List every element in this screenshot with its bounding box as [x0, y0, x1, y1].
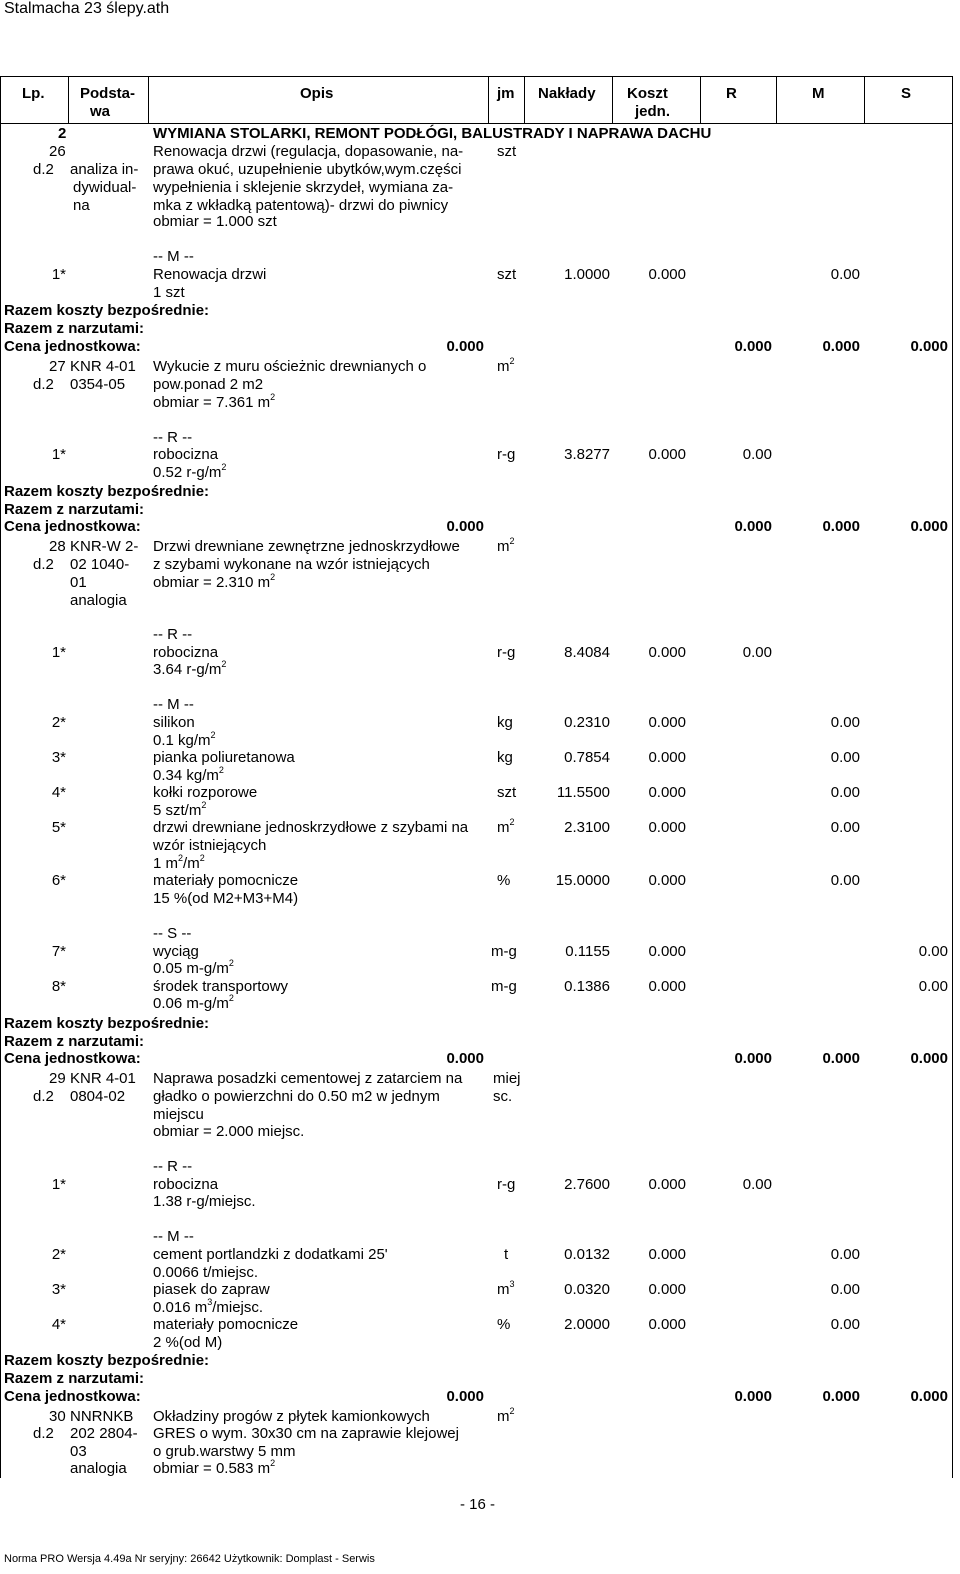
- item-28-r4-no: 4*: [51, 784, 66, 801]
- item-27-razem-narz: Razem z narzutami:: [4, 501, 145, 518]
- item-28-r2-norm: 0.1 $kg/m^2$: [153, 730, 216, 749]
- item-28-r6-m: 0.00: [830, 872, 860, 889]
- item-29-cena-3: 0.000: [822, 1388, 860, 1405]
- item-26-desc-2: prawa okuć, uzupełnienie ubytków,wym.części: [153, 161, 462, 178]
- item-29-r2-name: cement portlandzki z dodatkami 25': [153, 1246, 388, 1263]
- item-28-r2-no: 2*: [51, 714, 66, 731]
- item-29-r3-m: 0.00: [830, 1281, 860, 1298]
- item-29-r2-naklady: 0.0132: [564, 1246, 610, 1263]
- item-30-lp: 30: [49, 1408, 66, 1425]
- item-30-desc-2: GRES o wym. 30x30 cm na zaprawie klejowej: [153, 1425, 459, 1442]
- item-28-r4-koszt: 0.000: [648, 784, 686, 801]
- item-28-r5-jm: $m^2$: [497, 817, 515, 836]
- item-27-lp: 27: [49, 358, 66, 375]
- item-29-r1-name: robocizna: [153, 1176, 219, 1193]
- item-28-r6-jm: %: [497, 872, 511, 889]
- item-29-cena-1: 0.000: [446, 1388, 484, 1405]
- item-28-cena-4: 0.000: [910, 1050, 948, 1067]
- header-s: S: [901, 85, 912, 102]
- header-opis: Opis: [300, 85, 334, 102]
- item-28-r8-name: środek transportowy: [153, 978, 289, 995]
- header-koszt-2: jedn.: [635, 103, 671, 120]
- section-title: WYMIANA STOLARKI, REMONT PODŁÓGI, BALUSTRADY I NAPRAWA DACHU: [153, 125, 712, 142]
- item-28-r7-name: wyciąg: [153, 943, 199, 960]
- item-28-r5-name: drzwi drewniane jednoskrzydłowe z szybami na: [153, 819, 469, 836]
- item-28-r5-norm: 1 $m^2/m^2$: [153, 853, 205, 872]
- item-29-r1-no: 1*: [51, 1176, 66, 1193]
- item-28-desc-2: z szybami wykonane na wzór istniejących: [153, 556, 430, 573]
- item-26-base-2: dywidual-: [73, 179, 137, 196]
- item-28-r2-m: 0.00: [830, 714, 860, 731]
- item-28-r6-norm: 15 %(od M2+M3+M4): [153, 890, 299, 907]
- item-29-r3-koszt: 0.000: [648, 1281, 686, 1298]
- item-26-r1-norm: 1 szt: [153, 284, 185, 301]
- item-30-base-2: 202 2804-: [70, 1425, 138, 1442]
- item-26-lp: 26: [49, 143, 66, 160]
- item-28-r6-koszt: 0.000: [648, 872, 686, 889]
- item-28-r3-m: 0.00: [830, 749, 860, 766]
- page-number: - 16 -: [460, 1496, 496, 1513]
- item-26-desc-1: Renowacja drzwi (regulacja, dopasowanie, na-: [153, 143, 464, 160]
- item-28-cena-2: 0.000: [734, 1050, 772, 1067]
- item-28-r3-no: 3*: [51, 749, 66, 766]
- item-28-unit: $m^2$: [497, 536, 515, 555]
- header-naklady: Nakłady: [538, 85, 596, 102]
- item-26-r1-no: 1*: [51, 266, 66, 283]
- header-m: M: [812, 85, 825, 102]
- item-29-base-1: KNR 4-01: [70, 1070, 136, 1087]
- item-28-r2-name: silikon: [153, 714, 195, 731]
- item-30-base-3: 03: [70, 1443, 87, 1460]
- header-jm: jm: [497, 85, 515, 102]
- item-29-r4-norm: 2 %(od M): [153, 1334, 223, 1351]
- item-28-r3-name: pianka poliuretanowa: [153, 749, 295, 766]
- item-28-r5-name-2: wzór istniejących: [153, 837, 267, 854]
- item-26-group-m: -- M --: [153, 248, 194, 265]
- item-28-r1-koszt: 0.000: [648, 644, 686, 661]
- item-27-r1-r: 0.00: [742, 446, 772, 463]
- item-29-r4-koszt: 0.000: [648, 1316, 686, 1333]
- item-28-r5-no: 5*: [51, 819, 66, 836]
- item-29-lp: 29: [49, 1070, 66, 1087]
- item-30-base-4: analogia: [70, 1460, 127, 1477]
- item-28-desc-3: obmiar = 2.310 $m^2$: [153, 572, 276, 591]
- item-28-lp-sub: d.2: [33, 556, 54, 573]
- item-29-desc-3: miejscu: [153, 1106, 204, 1123]
- item-28-r7-norm: 0.05 $m-g/m^2$: [153, 958, 234, 977]
- item-28-r8-norm: 0.06 $m-g/m^2$: [153, 993, 234, 1012]
- col-sep-opis: [488, 76, 489, 123]
- item-28-r2-jm: kg: [497, 714, 513, 731]
- item-28-r1-jm: r-g: [497, 644, 516, 661]
- item-29-r1-norm: 1.38 r-g/miejsc.: [153, 1193, 256, 1210]
- item-26-desc-4: mka z wkładką patentową)- drzwi do piwnicy: [153, 197, 449, 214]
- header-podstawa: Podsta-: [80, 85, 136, 102]
- item-26-r1-jm: szt: [497, 266, 517, 283]
- item-28-group-s: -- S --: [153, 925, 192, 942]
- item-28-r8-no: 8*: [51, 978, 66, 995]
- item-29-r3-no: 3*: [51, 1281, 66, 1298]
- item-28-r5-koszt: 0.000: [648, 819, 686, 836]
- item-28-r4-jm: szt: [497, 784, 517, 801]
- item-27-cena-jedn: Cena jednostkowa:: [4, 518, 141, 535]
- item-28-group-r: -- R --: [153, 626, 193, 643]
- item-30-base-1: NNRNKB: [70, 1408, 134, 1425]
- item-28-base-2: 02 1040-: [70, 556, 130, 573]
- header-koszt: Koszt: [627, 85, 668, 102]
- item-29-r3-naklady: 0.0320: [564, 1281, 610, 1298]
- item-28-r8-jm: m-g: [491, 978, 517, 995]
- item-26-desc-5: obmiar = 1.000 szt: [153, 213, 277, 230]
- item-29-r2-m: 0.00: [830, 1246, 860, 1263]
- item-29-r2-norm: 0.0066 t/miejsc.: [153, 1264, 259, 1281]
- item-26-r1-naklady: 1.0000: [564, 266, 610, 283]
- item-27-group-r: -- R --: [153, 429, 193, 446]
- item-28-r1-naklady: 8.4084: [564, 644, 610, 661]
- item-28-r7-jm: m-g: [491, 943, 517, 960]
- item-26-cena-4: 0.000: [910, 338, 948, 355]
- item-27-r1-koszt: 0.000: [648, 446, 686, 463]
- item-29-r4-m: 0.00: [830, 1316, 860, 1333]
- item-26-r1-name: Renowacja drzwi: [153, 266, 267, 283]
- item-28-r3-jm: kg: [497, 749, 513, 766]
- item-28-r4-name: kołki rozporowe: [153, 784, 258, 801]
- item-27-r1-no: 1*: [51, 446, 66, 463]
- item-28-r3-koszt: 0.000: [648, 749, 686, 766]
- header-lp: Lp.: [22, 85, 45, 102]
- item-28-r6-name: materiały pomocnicze: [153, 872, 299, 889]
- item-26-r1-m: 0.00: [830, 266, 860, 283]
- item-27-desc-3: obmiar = 7.361 $m^2$: [153, 392, 276, 411]
- item-29-group-m: -- M --: [153, 1228, 194, 1245]
- item-27-cena-4: 0.000: [910, 518, 948, 535]
- item-28-r1-norm: 3.64 $r-g/m^2$: [153, 659, 227, 678]
- item-28-r1-no: 1*: [51, 644, 66, 661]
- item-28-r4-naklady: 11.5500: [556, 784, 610, 801]
- section-number: 2: [58, 125, 67, 142]
- col-sep-podstawa: [148, 76, 149, 123]
- col-sep-koszt: [700, 76, 701, 123]
- item-28-lp: 28: [49, 538, 66, 555]
- table-right-border: [952, 76, 953, 1478]
- item-29-desc-2: gładko o powierzchni do 0.50 m2 w jednym: [153, 1088, 440, 1105]
- item-29-base-2: 0804-02: [70, 1088, 126, 1105]
- item-29-unit-2: sc.: [493, 1088, 513, 1105]
- item-27-base-1: KNR 4-01: [70, 358, 136, 375]
- header-r: R: [726, 85, 737, 102]
- item-28-desc-1: Drzwi drewniane zewnętrzne jednoskrzydłowe: [153, 538, 460, 555]
- item-29-desc-1: Naprawa posadzki cementowej z zatarciem na: [153, 1070, 463, 1087]
- item-28-base-3: 01: [70, 574, 87, 591]
- item-29-r1-r: 0.00: [742, 1176, 772, 1193]
- item-29-r3-name: piasek do zapraw: [153, 1281, 270, 1298]
- header-podstawa-2: wa: [90, 103, 111, 120]
- item-27-desc-2: pow.ponad 2 m2: [153, 376, 264, 393]
- item-26-base-1: analiza in-: [70, 161, 139, 178]
- item-29-cena-4: 0.000: [910, 1388, 948, 1405]
- item-27-lp-sub: d.2: [33, 376, 54, 393]
- item-29-cena-2: 0.000: [734, 1388, 772, 1405]
- col-sep-naklady: [612, 76, 613, 123]
- item-26-cena-2: 0.000: [734, 338, 772, 355]
- col-sep-lp: [68, 76, 69, 123]
- item-28-r6-no: 6*: [51, 872, 66, 889]
- item-29-razem-narz: Razem z narzutami:: [4, 1370, 145, 1387]
- item-30-lp-sub: d.2: [33, 1425, 54, 1442]
- item-29-r2-koszt: 0.000: [648, 1246, 686, 1263]
- item-26-unit: szt: [497, 143, 517, 160]
- item-28-cena-1: 0.000: [446, 1050, 484, 1067]
- item-26-razem-narz: Razem z narzutami:: [4, 320, 145, 337]
- item-27-razem-bezp: Razem koszty bezpośrednie:: [4, 483, 210, 500]
- item-29-r4-name: materiały pomocnicze: [153, 1316, 299, 1333]
- item-30-desc-4: obmiar = 0.583 $m^2$: [153, 1458, 276, 1477]
- item-28-r5-m: 0.00: [830, 819, 860, 836]
- item-27-desc-1: Wykucie z muru ościeżnic drewnianych o: [153, 358, 427, 375]
- item-29-razem-bezp: Razem koszty bezpośrednie:: [4, 1352, 210, 1369]
- footer-text: Norma PRO Wersja 4.49a Nr seryjny: 26642 Użytkownik: Domplast - Serwis: [4, 1553, 375, 1565]
- col-sep-jm: [524, 76, 525, 123]
- item-28-r2-naklady: 0.2310: [564, 714, 610, 731]
- item-28-r5-naklady: 2.3100: [564, 819, 610, 836]
- item-29-r3-norm: 0.016 $m^3$/miejsc.: [153, 1297, 264, 1316]
- item-26-cena-3: 0.000: [822, 338, 860, 355]
- item-28-base-1: KNR-W 2-: [70, 538, 139, 555]
- item-27-r1-norm: 0.52 $r-g/m^2$: [153, 462, 227, 481]
- col-sep-r: [776, 76, 777, 123]
- item-28-r7-naklady: 0.1155: [565, 943, 610, 960]
- item-30-desc-1: Okładziny progów z płytek kamionkowych: [153, 1408, 430, 1425]
- item-28-r3-naklady: 0.7854: [564, 749, 610, 766]
- item-26-lp-sub: d.2: [33, 161, 54, 178]
- item-29-r4-naklady: 2.0000: [564, 1316, 610, 1333]
- item-28-cena-3: 0.000: [822, 1050, 860, 1067]
- item-29-r2-no: 2*: [51, 1246, 66, 1263]
- item-28-cena-jedn: Cena jednostkowa:: [4, 1050, 141, 1067]
- item-27-r1-naklady: 3.8277: [564, 446, 610, 463]
- item-28-group-m: -- M --: [153, 696, 194, 713]
- item-26-cena-1: 0.000: [446, 338, 484, 355]
- item-29-r1-koszt: 0.000: [648, 1176, 686, 1193]
- item-26-desc-3: wypełnienia i sklejenie skrzydeł, wymiana za-: [153, 179, 454, 196]
- item-28-r1-name: robocizna: [153, 644, 219, 661]
- item-28-base-4: analogia: [70, 592, 127, 609]
- item-28-razem-narz: Razem z narzutami:: [4, 1033, 145, 1050]
- header-bottom-border: [0, 123, 953, 124]
- file-title: Stalmacha 23 ślepy.ath: [4, 0, 170, 17]
- item-29-unit-1: miej: [493, 1070, 521, 1087]
- item-29-cena-jedn: Cena jednostkowa:: [4, 1388, 141, 1405]
- item-27-unit: $m^2$: [497, 356, 515, 375]
- table-left-border: [0, 76, 1, 1478]
- item-27-cena-2: 0.000: [734, 518, 772, 535]
- item-30-unit: $m^2$: [497, 1406, 515, 1425]
- item-26-razem-bezp: Razem koszty bezpośrednie:: [4, 302, 210, 319]
- item-28-r8-naklady: 0.1386: [564, 978, 610, 995]
- item-27-cena-1: 0.000: [446, 518, 484, 535]
- item-28-r4-norm: 5 szt/$m^2$: [153, 800, 207, 819]
- item-29-r4-no: 4*: [51, 1316, 66, 1333]
- item-29-r2-jm: t: [504, 1246, 509, 1263]
- item-29-group-r: -- R --: [153, 1158, 193, 1175]
- item-28-r7-no: 7*: [51, 943, 66, 960]
- item-28-r7-koszt: 0.000: [648, 943, 686, 960]
- item-29-lp-sub: d.2: [33, 1088, 54, 1105]
- item-28-razem-bezp: Razem koszty bezpośrednie:: [4, 1015, 210, 1032]
- item-26-cena-jedn: Cena jednostkowa:: [4, 338, 141, 355]
- item-29-r1-naklady: 2.7600: [564, 1176, 610, 1193]
- item-27-cena-3: 0.000: [822, 518, 860, 535]
- item-28-r2-koszt: 0.000: [648, 714, 686, 731]
- item-26-r1-koszt: 0.000: [648, 266, 686, 283]
- item-28-r8-s: 0.00: [918, 978, 948, 995]
- item-29-r4-jm: %: [497, 1316, 511, 1333]
- item-26-base-3: na: [73, 197, 90, 214]
- item-29-r1-jm: r-g: [497, 1176, 516, 1193]
- item-28-r3-norm: 0.34 $kg/m^2$: [153, 765, 224, 784]
- table-top-border: [0, 76, 953, 77]
- item-28-r7-s: 0.00: [918, 943, 948, 960]
- item-27-r1-name: robocizna: [153, 446, 219, 463]
- item-29-desc-4: obmiar = 2.000 miejsc.: [153, 1123, 305, 1140]
- col-sep-m: [864, 76, 865, 123]
- item-30-desc-3: o grub.warstwy 5 mm: [153, 1443, 296, 1460]
- item-28-r4-m: 0.00: [830, 784, 860, 801]
- item-27-r1-jm: r-g: [497, 446, 516, 463]
- item-28-r8-koszt: 0.000: [648, 978, 686, 995]
- item-27-base-2: 0354-05: [70, 376, 126, 393]
- item-28-r6-naklady: 15.0000: [555, 872, 610, 889]
- item-29-r3-jm: $m^3$: [497, 1279, 515, 1298]
- item-28-r1-r: 0.00: [742, 644, 772, 661]
